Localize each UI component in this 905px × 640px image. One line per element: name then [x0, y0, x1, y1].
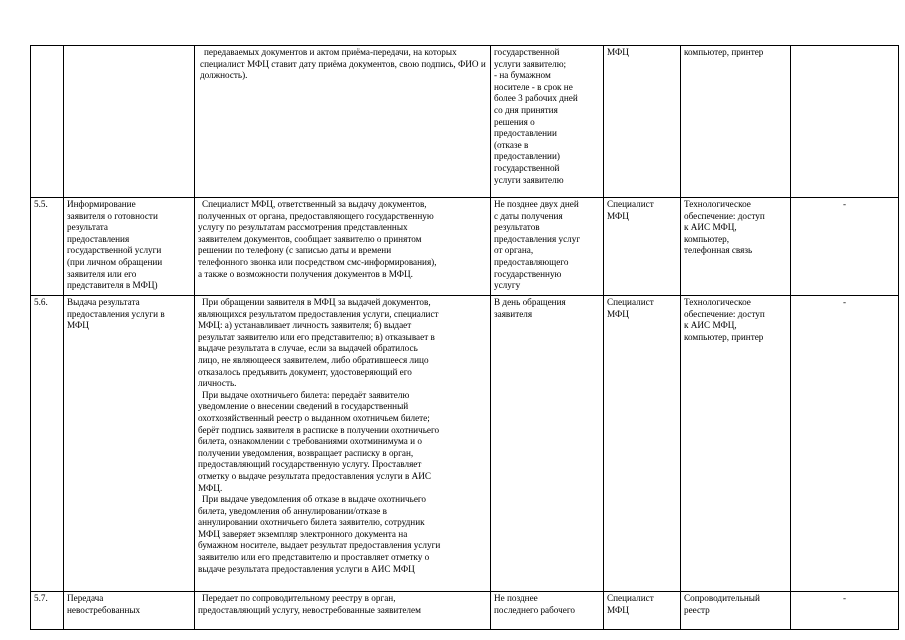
step-resources-cell: Технологическое обеспечение: доступ к АИС МФЦ, компьютер, принтер [681, 296, 791, 592]
step-result-cell: - [791, 296, 899, 592]
procedure-table [30, 45, 899, 630]
step-name-cell: Информирование заявителя о готовности результата предоставления государственной услуги (при личном обращении заявителя или его представителя в МФЦ) [64, 198, 195, 296]
step-name-cell [64, 46, 195, 198]
step-executor-cell: Специалист МФЦ [604, 296, 681, 592]
step-executor-cell: Специалист МФЦ [604, 198, 681, 296]
step-executor-cell: Специалист МФЦ [604, 592, 681, 630]
step-term-cell: Не позднее последнего рабочего [491, 592, 604, 630]
step-number-cell [31, 46, 64, 198]
step-result-cell: - [791, 198, 899, 296]
step-term-cell: государственной услуги заявителю; - на бумажном носителе - в срок не более 3 рабочих дней со дня принятия решения о предоставлении (отказе в предоставлении) государственной услуги заявителю [491, 46, 604, 198]
step-content-cell: Специалист МФЦ, ответственный за выдачу документов, полученных от органа, предоставляющего государственную услугу по результатам рассмотрения представленных заявителем документов, сообщает заявителю о принятом решении по телефону (с записью даты и времени телефонного звонка или посредством смс-информирования), а также о возможности получения документов в МФЦ. [195, 198, 491, 296]
step-content-cell: Передает по сопроводительному реестру в орган, предоставляющий услугу, невостребованные заявителем [195, 592, 491, 630]
step-name-cell: Передача невостребованных [64, 592, 195, 630]
step-name-cell: Выдача результата предоставления услуги в МФЦ [64, 296, 195, 592]
step-number-cell: 5.6. [31, 296, 64, 592]
step-content-cell: При обращении заявителя в МФЦ за выдачей документов, являющихся результатом предоставления услуги, специалист МФЦ: а) устанавливает личность заявителя; б) выдает результат заявителю или его представителю; в) отказывает в выдаче результата в случае, если за выдачей обратилось лицо, не являющееся заявителем, либо обратившееся лицо отказалось предъявить документ, удостоверяющий его личность. При выдаче охотничьего билета: передаёт заявителю уведомление о внесении сведений в государственный охотхозяйственный реестр о выданном охотничьем билете; берёт подпись заявителя в расписке в получении охотничьего билета, ознакомлении с требованиями охотминимума и о получении уведомления, возвращает расписку в орган, предоставляющий государственную услугу. Проставляет отметку о выдаче результата предоставления услуги в АИС МФЦ. При выдаче уведомления об отказе в выдаче охотничьего билета, уведомления об аннулировании/отказе в аннулировании охотничьего билета заявителю, сотрудник МФЦ заверяет экземпляр электронного документа на бумажном носителе, выдает результат предоставления услуги заявителю или его представителю и проставляет отметку о выдаче результата предоставления услуги в АИС МФЦ [195, 296, 491, 592]
step-term-cell: Не позднее двух дней с даты получения результатов предоставления услуг от органа, предоставляющего государственную услугу [491, 198, 604, 296]
step-executor-cell: МФЦ [604, 46, 681, 198]
step-content-cell: передаваемых документов и актом приёма-передачи, на которых специалист МФЦ ставит дату приёма документов, свою подпись, ФИО и должность). [195, 46, 491, 198]
step-resources-cell: Сопроводительный реестр [681, 592, 791, 630]
table-row [31, 46, 899, 198]
step-result-cell [791, 46, 899, 198]
step-number-cell: 5.7. [31, 592, 64, 630]
step-resources-cell: компьютер, принтер [681, 46, 791, 198]
table-row [31, 592, 899, 630]
step-term-cell: В день обращения заявителя [491, 296, 604, 592]
step-resources-cell: Технологическое обеспечение: доступ к АИС МФЦ, компьютер, телефонная связь [681, 198, 791, 296]
step-number-cell: 5.5. [31, 198, 64, 296]
table-row [31, 296, 899, 592]
step-result-cell: - [791, 592, 899, 630]
table-row [31, 198, 899, 296]
